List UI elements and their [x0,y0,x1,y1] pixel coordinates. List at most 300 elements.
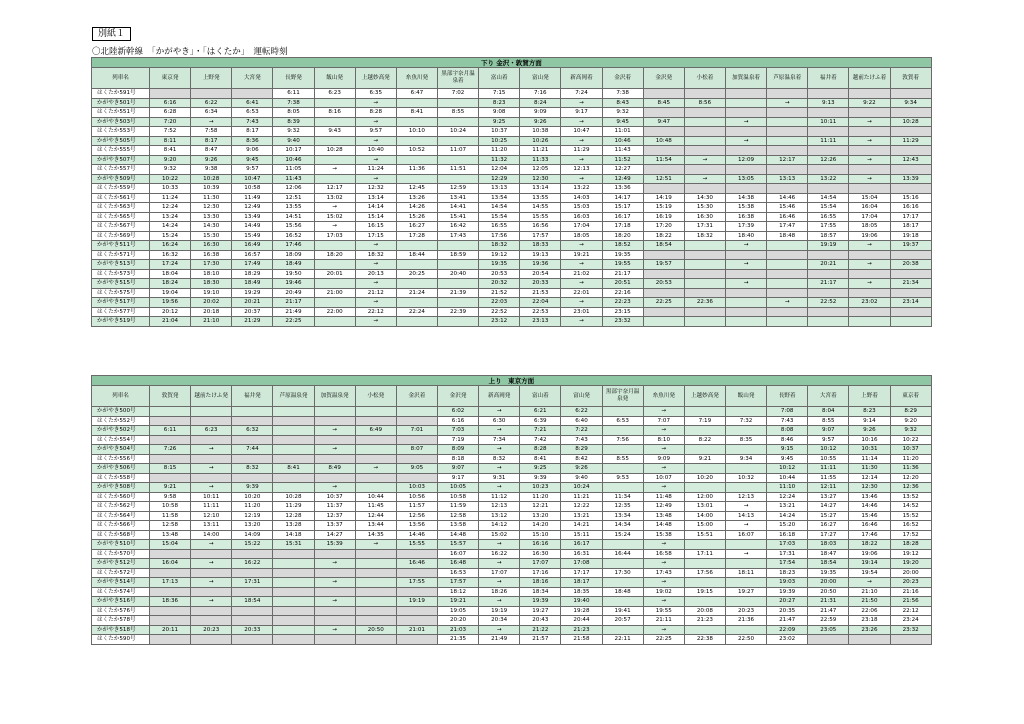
time-cell [767,241,808,251]
time-cell: → [725,136,766,146]
train-name: はくたか576号 [92,606,150,616]
time-cell [191,435,232,445]
column-header: 上野発 [191,68,232,89]
time-cell: 9:45 [602,117,643,127]
time-cell [437,136,478,146]
train-name: かがやき505号 [92,136,150,146]
time-cell [191,454,232,464]
time-cell [643,288,684,298]
time-cell [643,89,684,99]
time-cell [684,279,725,289]
time-cell: 6:47 [396,89,437,99]
time-cell: 10:17 [273,146,314,156]
time-cell: → [314,559,355,569]
time-cell: 12:44 [355,511,396,521]
time-cell: → [561,174,602,184]
time-cell [232,89,273,99]
time-cell: 12:49 [232,203,273,213]
time-cell [684,108,725,118]
time-cell: 15:55 [396,540,437,550]
table-row [92,269,932,279]
time-cell: 10:37 [890,445,931,455]
time-cell: 7:22 [561,426,602,436]
time-cell: 20:02 [191,298,232,308]
time-cell [150,473,191,483]
time-cell: 19:12 [479,250,520,260]
time-cell: 8:18 [437,454,478,464]
train-name: はくたか568号 [92,530,150,540]
time-cell: → [643,559,684,569]
time-cell: 9:39 [520,473,561,483]
time-cell: 11:24 [355,165,396,175]
time-cell: → [314,165,355,175]
time-cell: → [767,298,808,308]
train-name: はくたか566号 [92,521,150,531]
time-cell: 8:42 [561,454,602,464]
time-cell: 23:12 [479,317,520,327]
train-name: はくたか559号 [92,184,150,194]
time-cell: → [643,407,684,417]
time-cell: 10:28 [314,146,355,156]
time-cell: 12:11 [808,483,849,493]
time-cell: 16:07 [725,530,766,540]
time-cell: 10:28 [890,117,931,127]
time-cell: 8:04 [808,407,849,417]
time-cell: 12:24 [767,492,808,502]
time-cell: 20:12 [150,307,191,317]
time-cell: 18:32 [684,231,725,241]
time-cell: 9:39 [232,483,273,493]
time-cell: 10:24 [561,483,602,493]
time-cell [602,540,643,550]
table-row [92,108,932,118]
time-cell: 19:04 [150,288,191,298]
time-cell: 17:17 [890,212,931,222]
time-cell: 14:34 [602,521,643,531]
time-cell: 13:37 [314,521,355,531]
table-row [92,89,932,99]
table-row [92,606,932,616]
table-row [92,625,932,635]
time-cell: 19:29 [232,288,273,298]
time-cell [684,89,725,99]
time-cell: → [767,98,808,108]
time-cell [150,416,191,426]
time-cell [725,317,766,327]
time-cell: 17:31 [684,222,725,232]
time-cell: 6:40 [561,416,602,426]
time-cell: 18:03 [808,540,849,550]
table-row [92,203,932,213]
train-name: はくたか562号 [92,502,150,512]
time-cell: 15:16 [890,193,931,203]
table-row [92,597,932,607]
time-cell: 17:54 [767,559,808,569]
time-cell: 13:52 [890,492,931,502]
time-cell [725,625,766,635]
time-cell: 6:53 [602,416,643,426]
time-cell [273,454,314,464]
time-cell: 20:33 [520,279,561,289]
column-header: 東京発 [150,68,191,89]
time-cell: 17:49 [232,260,273,270]
table-row [92,155,932,165]
time-cell: → [849,174,890,184]
time-cell: 20:20 [437,616,478,626]
train-name: かがやき512号 [92,559,150,569]
time-cell [767,279,808,289]
time-cell: 17:04 [561,222,602,232]
time-cell: 8:29 [890,407,931,417]
time-cell [684,559,725,569]
time-cell: 13:22 [561,184,602,194]
time-cell: 10:40 [355,146,396,156]
column-header: 金沢発 [643,68,684,89]
time-cell: 20:00 [808,578,849,588]
time-cell: 6:21 [520,407,561,417]
time-cell: → [561,260,602,270]
time-cell [684,146,725,156]
time-cell [314,568,355,578]
time-cell: 9:34 [890,98,931,108]
train-name: はくたか569号 [92,231,150,241]
time-cell: 8:08 [767,426,808,436]
time-cell [396,473,437,483]
time-cell: 9:32 [150,165,191,175]
time-cell: → [643,625,684,635]
train-name: はくたか572号 [92,568,150,578]
column-header: 福井発 [232,386,273,407]
time-cell: 19:41 [602,606,643,616]
time-cell [725,269,766,279]
time-cell [150,568,191,578]
time-cell: 11:01 [602,127,643,137]
time-cell: 15:10 [520,530,561,540]
time-cell: 8:41 [520,454,561,464]
time-cell: 17:04 [849,212,890,222]
time-cell: 11:33 [520,155,561,165]
time-cell: 22:50 [725,635,766,645]
time-cell: 15:56 [273,222,314,232]
time-cell: 21:04 [150,317,191,327]
time-cell [396,174,437,184]
time-cell: 10:38 [520,127,561,137]
time-cell: 11:52 [602,155,643,165]
time-cell: 16:48 [437,559,478,569]
time-cell: 15:49 [232,231,273,241]
document-title: 〇北陸新幹線 「かがやき」・「はくたか」 運転時刻 [92,47,288,57]
time-cell: 15:38 [725,203,766,213]
time-cell: 16:31 [561,549,602,559]
time-cell: 13:14 [520,184,561,194]
column-header: 富山発 [561,386,602,407]
time-cell: 10:58 [150,502,191,512]
time-cell [191,587,232,597]
time-cell [355,483,396,493]
time-cell [849,317,890,327]
time-cell: 14:27 [314,530,355,540]
column-header: 加賀温泉発 [314,386,355,407]
time-cell: 19:37 [890,241,931,251]
column-header: 金沢発 [437,386,478,407]
time-cell: 14:24 [767,511,808,521]
time-cell: 9:06 [232,146,273,156]
time-cell: 10:55 [808,454,849,464]
time-cell: 20:50 [808,587,849,597]
time-cell: 11:48 [643,492,684,502]
time-cell: 19:02 [643,587,684,597]
time-cell: → [355,241,396,251]
time-cell [396,117,437,127]
time-cell: 20:54 [520,269,561,279]
table-row [92,568,932,578]
time-cell: 8:41 [273,464,314,474]
column-header: 大宮着 [808,386,849,407]
time-cell [273,597,314,607]
time-cell: 14:38 [725,193,766,203]
time-cell: 8:45 [643,98,684,108]
table-row [92,307,932,317]
time-cell: 22:12 [355,307,396,317]
train-name: はくたか590号 [92,635,150,645]
time-cell: 21:52 [479,288,520,298]
time-cell: 8:16 [314,108,355,118]
time-cell [890,146,931,156]
time-cell: 21:23 [684,616,725,626]
time-cell: 17:16 [520,568,561,578]
time-cell: 17:03 [767,540,808,550]
time-cell: 20:53 [479,269,520,279]
time-cell [396,136,437,146]
time-cell: 19:28 [561,606,602,616]
time-cell: 8:23 [479,98,520,108]
table-row [92,587,932,597]
time-cell: 15:31 [273,540,314,550]
time-cell [437,117,478,127]
time-cell: 15:55 [520,212,561,222]
time-cell [437,174,478,184]
column-header: 小松発 [355,386,396,407]
time-cell: 18:36 [150,597,191,607]
time-cell: 9:45 [232,155,273,165]
train-name: はくたか575号 [92,288,150,298]
time-cell: 8:22 [684,435,725,445]
time-cell: 18:26 [479,587,520,597]
time-cell [150,89,191,99]
time-cell [602,445,643,455]
time-cell [890,89,931,99]
time-cell: 14:09 [232,530,273,540]
train-name: はくたか556号 [92,454,150,464]
time-cell: 22:53 [520,307,561,317]
column-header: 新高岡発 [479,386,520,407]
train-name: はくたか564号 [92,511,150,521]
time-cell: 6:16 [437,416,478,426]
time-cell: 14:14 [355,203,396,213]
time-cell: 21:22 [520,625,561,635]
time-cell: 17:11 [684,549,725,559]
time-cell: 7:08 [767,407,808,417]
time-cell: → [479,578,520,588]
time-cell [725,559,766,569]
time-cell: 6:22 [191,98,232,108]
time-cell: → [561,241,602,251]
time-cell [273,606,314,616]
time-cell: 18:28 [890,540,931,550]
time-cell: → [355,298,396,308]
time-cell: 19:18 [890,231,931,241]
time-cell: 12:09 [725,155,766,165]
column-header: 黒部宇奈月温泉着 [437,68,478,89]
time-cell: 9:40 [273,136,314,146]
train-name: かがやき513号 [92,260,150,270]
column-header: 小松着 [684,68,725,89]
column-header: 長野着 [767,386,808,407]
column-header: 富山発 [520,68,561,89]
table-row [92,212,932,222]
time-cell: 22:03 [479,298,520,308]
time-cell [232,435,273,445]
time-cell: 21:12 [355,288,396,298]
time-cell: 12:00 [684,492,725,502]
time-cell: 7:43 [232,117,273,127]
time-cell: 13:26 [396,193,437,203]
time-cell [314,435,355,445]
time-cell: → [355,279,396,289]
time-cell: → [849,155,890,165]
time-cell: 23:26 [849,625,890,635]
time-cell: 21:10 [849,587,890,597]
time-cell [684,136,725,146]
time-cell [643,127,684,137]
time-cell: 9:32 [602,108,643,118]
column-header: 敦賀着 [890,68,931,89]
time-cell: 8:47 [191,146,232,156]
time-cell: 21:03 [437,625,478,635]
time-cell [355,587,396,597]
time-cell: 22:25 [643,635,684,645]
time-cell: 18:17 [890,222,931,232]
train-name: はくたか577号 [92,307,150,317]
time-cell [314,241,355,251]
time-cell: 19:27 [520,606,561,616]
time-cell: 12:51 [273,193,314,203]
time-cell: 11:11 [808,464,849,474]
time-cell: 14:18 [273,530,314,540]
time-cell [767,184,808,194]
time-cell: 7:19 [437,435,478,445]
time-cell: 12:10 [191,511,232,521]
time-cell: 8:36 [232,136,273,146]
time-cell: 12:49 [602,174,643,184]
time-cell: 10:37 [314,492,355,502]
time-cell: 10:23 [520,483,561,493]
time-cell: 10:25 [479,136,520,146]
time-cell [273,473,314,483]
time-cell: 14:49 [232,222,273,232]
time-cell: 13:48 [150,530,191,540]
time-cell: 7:58 [191,127,232,137]
time-cell: 9:57 [232,165,273,175]
time-cell: 19:39 [767,587,808,597]
time-cell: 9:09 [643,454,684,464]
time-cell: 16:18 [767,530,808,540]
train-name: かがやき502号 [92,426,150,436]
time-cell: 15:38 [643,530,684,540]
time-cell: 9:31 [479,473,520,483]
time-cell [808,317,849,327]
time-cell: 19:40 [561,597,602,607]
column-header: 金沢着 [396,386,437,407]
time-cell: 14:20 [520,521,561,531]
time-cell [725,407,766,417]
time-cell: → [725,502,766,512]
column-header: 上越妙高発 [355,68,396,89]
time-cell: → [355,260,396,270]
time-cell: 21:31 [808,597,849,607]
time-cell: 10:07 [643,473,684,483]
time-cell: 23:13 [520,317,561,327]
time-cell: 14:26 [396,203,437,213]
time-cell: 21:23 [561,625,602,635]
time-cell [150,549,191,559]
time-cell: 15:46 [849,511,890,521]
time-cell: 17:46 [273,241,314,251]
time-cell: 16:17 [602,212,643,222]
time-cell: 11:20 [479,146,520,156]
time-cell: 10:20 [232,492,273,502]
time-cell: 19:55 [602,260,643,270]
time-cell: 12:13 [561,165,602,175]
time-cell: 21:50 [849,597,890,607]
time-cell: → [314,597,355,607]
time-cell [684,260,725,270]
time-cell [314,473,355,483]
time-cell [725,108,766,118]
column-header: 東京着 [890,386,931,407]
time-cell: 12:30 [191,203,232,213]
time-cell [725,89,766,99]
time-cell: 21:58 [561,635,602,645]
time-cell [150,587,191,597]
time-cell [273,625,314,635]
time-cell: → [849,260,890,270]
time-cell [767,89,808,99]
train-name: はくたか557号 [92,165,150,175]
train-name: かがやき508号 [92,483,150,493]
time-cell: 18:49 [273,260,314,270]
table-row [92,222,932,232]
time-cell: 18:54 [643,241,684,251]
table-row [92,165,932,175]
time-cell [767,250,808,260]
time-cell: 20:40 [437,269,478,279]
time-cell: 10:11 [808,117,849,127]
time-cell: 14:27 [808,502,849,512]
time-cell: 9:57 [355,127,396,137]
time-cell [191,616,232,626]
time-cell [725,127,766,137]
train-name: かがやき518号 [92,625,150,635]
time-cell: 20:43 [520,616,561,626]
table-row [92,511,932,521]
time-cell [191,635,232,645]
time-cell: 8:07 [396,445,437,455]
time-cell: 23:01 [561,307,602,317]
time-cell: 22:25 [643,298,684,308]
train-name: はくたか560号 [92,492,150,502]
time-cell: 12:45 [396,184,437,194]
